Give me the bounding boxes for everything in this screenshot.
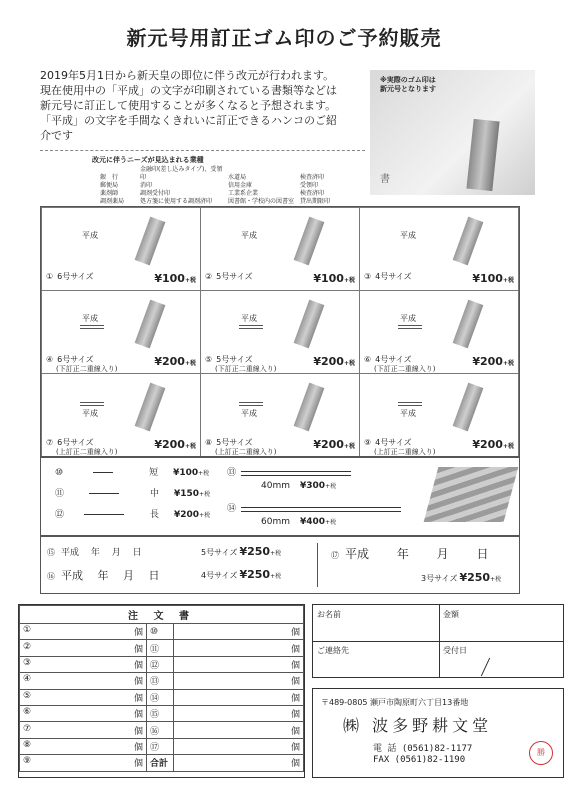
stamp-number: ② [205, 272, 213, 281]
stamp-price [472, 438, 514, 451]
line-stamp-row [55, 507, 210, 520]
shop-address: 〒489-0805 瀬戸市陶原町六丁目13番地 [321, 698, 469, 707]
line-stamps-image [424, 467, 519, 522]
stamp-cell [359, 207, 519, 291]
industries-heading: 改元に伴うニーズが見込まれる業種 [92, 156, 204, 164]
order-item-number: ② [23, 641, 32, 652]
order-item-right[interactable] [174, 738, 304, 754]
correction-line [398, 325, 422, 326]
stamp-sample-text: 平成 [400, 231, 416, 240]
stamp-cell [200, 373, 360, 457]
date-stamp-number: ⑮ [47, 548, 55, 557]
price-value: ¥100 [313, 272, 344, 285]
stamp-size: 3号サイズ [421, 574, 458, 583]
tax-label: +税 [343, 277, 355, 284]
correction-line [398, 328, 422, 329]
stamp-sample-text: 平成 [241, 314, 257, 323]
industry-cell: 信用金庫 [228, 182, 253, 189]
stamp-size: 6号サイズ [57, 438, 94, 447]
stamp-cell [200, 290, 360, 374]
unit-label: 個 [133, 710, 143, 721]
tax-label: +税 [184, 277, 196, 284]
tax-label: +税 [184, 443, 196, 450]
price-value: ¥100 [173, 468, 199, 478]
order-form [18, 604, 305, 778]
stamp-sample-text: 平成 [82, 409, 98, 418]
line-stamp-label [261, 517, 336, 527]
order-row [20, 755, 304, 771]
price-value: ¥300 [300, 481, 326, 491]
tax-label: +税 [343, 443, 355, 450]
stamp-image [294, 300, 325, 349]
price-value: ¥200 [154, 438, 185, 451]
stamp-number: ⑤ [205, 355, 213, 364]
date-stamps-panel [40, 536, 520, 594]
page-title: 新元号用訂正ゴム印のご予約販売 [126, 26, 442, 50]
stamp-size: 4号サイズ [375, 438, 412, 447]
handwritten-mark: 書 [380, 174, 390, 185]
industry-cell: 図書館・学校内の図書室 [228, 198, 295, 205]
stamp-label [205, 355, 253, 364]
correction-line [398, 405, 422, 406]
date-stamp-price [201, 568, 281, 581]
name-label: お名前 [317, 610, 341, 619]
order-item-left[interactable] [20, 705, 147, 721]
order-item-number: ① [23, 625, 32, 636]
industry-cell: 消印 [140, 182, 153, 189]
stamp-number: ⑦ [46, 438, 54, 447]
date-stamp-row [47, 567, 160, 583]
photo-note-line: ※実際のゴム印は [380, 76, 436, 84]
stamp-size: 4号サイズ [375, 355, 412, 364]
line-length-label: 40mm [261, 481, 290, 491]
tax-label: +税 [490, 576, 502, 583]
price-value: ¥200 [174, 510, 200, 520]
line-sample [241, 507, 401, 512]
order-item-right[interactable] [174, 640, 304, 656]
unit-label: 個 [133, 693, 143, 704]
line-stamp-number: ⑬ [227, 468, 237, 478]
tax-label: +税 [325, 519, 337, 526]
stamp-size: 5号サイズ [216, 438, 253, 447]
price-value: ¥100 [154, 272, 185, 285]
stamp-cell [41, 207, 201, 291]
stamp-price [313, 438, 355, 451]
industry-cell: 銀 行 [100, 174, 119, 181]
tax-label: +税 [184, 360, 196, 367]
order-item-left[interactable] [20, 673, 147, 689]
unit-label: 個 [290, 742, 300, 753]
order-item-right[interactable] [174, 755, 304, 771]
line-stamp-row [55, 486, 210, 499]
industry-cell: 調剤受付印 [140, 190, 171, 197]
stamp-price [313, 272, 355, 285]
line-sample [241, 471, 351, 476]
order-item-left[interactable] [20, 689, 147, 705]
stamp-label [364, 355, 412, 364]
price-value: ¥200 [154, 355, 185, 368]
stamp-grid [40, 206, 520, 458]
order-item-left[interactable] [20, 738, 147, 754]
unit-label: 個 [133, 660, 143, 671]
line-stamp-number: ⑫ [55, 510, 65, 520]
tax-label: +税 [343, 360, 355, 367]
stamp-price [472, 272, 514, 285]
order-item-right[interactable] [174, 673, 304, 689]
stamp-size: 4号サイズ [375, 272, 412, 281]
industry-row [100, 198, 370, 206]
line-stamp-number: ⑭ [227, 504, 237, 514]
order-item-number: ③ [23, 657, 32, 668]
order-item-right[interactable] [174, 656, 304, 672]
correction-line [80, 402, 104, 403]
stamp-size: 5号サイズ [216, 272, 253, 281]
line-length-label: 長 [150, 510, 160, 520]
order-item-right-number: ⑩ [147, 624, 174, 640]
industry-row [100, 190, 370, 198]
price-value: ¥250 [459, 571, 491, 584]
price-value: ¥200 [313, 355, 344, 368]
order-row [20, 656, 304, 672]
intro-line: 現在使用中の「平成」の文字が印刷されている書類等などは [40, 84, 337, 97]
price-value: ¥200 [472, 355, 503, 368]
correction-line [80, 405, 104, 406]
stamp-image [135, 217, 166, 266]
unit-label: 個 [290, 628, 300, 639]
tax-label: +税 [502, 277, 514, 284]
order-row [20, 673, 304, 689]
unit-label: 個 [290, 710, 300, 721]
amount-label: 金額 [443, 610, 459, 619]
stamp-subtitle: (下訂正二重線入り) [56, 365, 118, 373]
order-item-right-number: ⑬ [147, 673, 174, 689]
order-item-number: ⑦ [23, 723, 32, 734]
correction-line [80, 325, 104, 326]
stamp-label [46, 272, 94, 281]
stamp-image [135, 383, 166, 432]
shop-info [312, 688, 564, 778]
industry-cell: 受領印 [300, 182, 319, 189]
stamp-label [364, 438, 412, 447]
stamp-sample-text: 平成 [241, 231, 257, 240]
divider [313, 641, 563, 642]
intro-line: 新元号に訂正して使用することが多くなると予想されます。 [40, 99, 337, 112]
order-item-right-number: ⑰ [147, 738, 174, 754]
order-item-number: ⑨ [23, 756, 32, 767]
stamp-price [154, 438, 196, 451]
order-item-right[interactable] [174, 722, 304, 738]
tax-label: +税 [199, 512, 211, 519]
stamp-image [453, 300, 484, 349]
order-item-right[interactable] [174, 624, 304, 640]
stamp-subtitle: (下訂正二重線入り) [374, 365, 436, 373]
date-stamp-row [47, 545, 142, 558]
industry-row [100, 166, 370, 182]
price-value: ¥400 [300, 517, 326, 527]
order-item-right-number: 合計 [147, 755, 174, 771]
order-item-number: ⑧ [23, 739, 32, 750]
tax-label: +税 [270, 550, 282, 557]
date-stamp-row [331, 545, 488, 562]
stamp-subtitle: (下訂正二重線入り) [215, 365, 277, 373]
order-title: 注 文 書 [20, 606, 304, 624]
shop-name: ㈱ 波多野耕文堂 [343, 716, 493, 735]
unit-label: 個 [133, 644, 143, 655]
order-item-number: ⑤ [23, 690, 32, 701]
stamp-number: ④ [46, 355, 54, 364]
stamp-cell [200, 207, 360, 291]
shop-fax: FAX (0561)82-1190 [373, 755, 466, 765]
stamp-size: 4号サイズ [201, 571, 238, 580]
order-row [20, 624, 304, 640]
stamp-number: ⑧ [205, 438, 213, 447]
order-row [20, 738, 304, 754]
stamp-sample-text: 平成 [400, 409, 416, 418]
stamp-image [135, 300, 166, 349]
correction-line [239, 405, 263, 406]
intro-text [40, 68, 362, 143]
stamp-label [205, 438, 253, 447]
order-row [20, 640, 304, 656]
order-row [20, 722, 304, 738]
order-item-right-number: ⑯ [147, 722, 174, 738]
product-photo [370, 70, 535, 195]
industry-cell: 薬剤師 [100, 190, 119, 197]
stamp-price [313, 355, 355, 368]
stamp-label [46, 355, 94, 364]
industries-table [100, 166, 370, 206]
stamp-price [472, 355, 514, 368]
order-item-number: ⑥ [23, 707, 32, 718]
unit-label: 個 [290, 759, 300, 770]
unit-label: 個 [133, 677, 143, 688]
order-item-right-number: ⑭ [147, 689, 174, 705]
stamp-number: ⑨ [364, 438, 372, 447]
unit-label: 個 [133, 742, 143, 753]
order-item-right[interactable] [174, 705, 304, 721]
photo-note [380, 76, 436, 94]
stamp-number: ① [46, 272, 54, 281]
date-stamp-number: ⑯ [47, 572, 55, 581]
divider [317, 543, 318, 587]
unit-label: 個 [290, 726, 300, 737]
customer-box [312, 604, 564, 678]
tax-label: +税 [199, 491, 211, 498]
stamp-sample-text: 平成 [82, 314, 98, 323]
order-item-left[interactable] [20, 656, 147, 672]
industry-cell: 郵便局 [100, 182, 119, 189]
stamp-label [46, 438, 94, 447]
unit-label: 個 [290, 677, 300, 688]
tax-label: +税 [502, 360, 514, 367]
industry-cell: 金融印(差し込みタイプ)、受領印 [140, 166, 223, 181]
tax-label: +税 [270, 573, 282, 580]
stamp-subtitle: (上訂正二重線入り) [215, 448, 277, 456]
stamp-size: 5号サイズ [216, 355, 253, 364]
line-stamp-row [55, 465, 209, 478]
industry-cell: 貸出期限印 [300, 198, 331, 205]
stamp-cell [41, 373, 201, 457]
stamp-price [154, 355, 196, 368]
order-item-right-number: ⑮ [147, 705, 174, 721]
shop-tel: 電 話 (0561)82-1177 [373, 744, 473, 754]
stamp-image [453, 217, 484, 266]
stamp-sample-text: 平成 [241, 409, 257, 418]
stamp-image [294, 217, 325, 266]
stamp-label [205, 272, 253, 281]
industry-row [100, 182, 370, 190]
industry-cell: 処方箋に使用する調剤済印 [140, 198, 213, 205]
tax-label: +税 [198, 470, 210, 477]
date-stamp-number: ⑰ [331, 551, 339, 560]
order-item-left[interactable] [20, 624, 147, 640]
price-value: ¥150 [174, 489, 200, 499]
order-row [20, 705, 304, 721]
line-sample [84, 514, 124, 515]
line-length-label: 60mm [261, 517, 290, 527]
order-item-right[interactable] [174, 689, 304, 705]
date-stamp-sample: 平成 年 月 日 [61, 569, 160, 582]
correction-line [239, 325, 263, 326]
stamp-subtitle: (上訂正二重線入り) [374, 448, 436, 456]
stamp-number: ③ [364, 272, 372, 281]
line-sample [93, 472, 113, 473]
unit-label: 個 [133, 628, 143, 639]
stamp-size: 5号サイズ [201, 548, 238, 557]
intro-line: 「平成」の文字を手間なくきれいに訂正できるハンコのご紹 [40, 114, 337, 127]
photo-note-line: 新元号となります [380, 85, 436, 93]
stamp-cell [359, 373, 519, 457]
contact-label: ご連絡先 [317, 646, 349, 655]
unit-label: 個 [290, 660, 300, 671]
intro-line: 介です [40, 129, 73, 142]
intro-line: 2019年5月1日から新天皇の即位に伴う改元が行われます。 [40, 69, 335, 82]
order-row [20, 689, 304, 705]
order-item-left[interactable] [20, 640, 147, 656]
correction-line [398, 402, 422, 403]
stamp-sample-text: 平成 [400, 314, 416, 323]
stamp-image [453, 383, 484, 432]
stamp-number: ⑥ [364, 355, 372, 364]
order-item-right-number: ⑫ [147, 656, 174, 672]
unit-label: 個 [133, 726, 143, 737]
stamp-size: 6号サイズ [57, 355, 94, 364]
date-stamp-price [421, 571, 501, 584]
shop-seal: 勝 [529, 741, 553, 765]
industry-cell: 調剤薬局 [100, 198, 125, 205]
unit-label: 個 [133, 759, 143, 770]
line-stamp-label [261, 481, 336, 491]
tax-label: +税 [325, 483, 337, 490]
date-stamp-sample: 平成 年 月 日 [345, 547, 489, 561]
order-item-left[interactable] [20, 755, 147, 771]
stamp-price [154, 272, 196, 285]
unit-label: 個 [290, 693, 300, 704]
stamp-sample-text: 平成 [82, 231, 98, 240]
correction-line [239, 328, 263, 329]
slash-mark [481, 658, 490, 677]
order-item-left[interactable] [20, 722, 147, 738]
industry-cell: 工業系企業 [228, 190, 259, 197]
line-length-label: 中 [150, 489, 160, 499]
order-item-right-number: ⑪ [147, 640, 174, 656]
unit-label: 個 [290, 644, 300, 655]
stamp-subtitle: (上訂正二重線入り) [56, 448, 118, 456]
industry-cell: 検査済印 [300, 190, 325, 197]
stamp-size: 6号サイズ [57, 272, 94, 281]
price-value: ¥100 [472, 272, 503, 285]
industry-cell: 水道局 [228, 174, 247, 181]
tax-label: +税 [502, 443, 514, 450]
divider [40, 150, 365, 151]
price-value: ¥200 [313, 438, 344, 451]
stamp-cell [359, 290, 519, 374]
order-item-number: ④ [23, 674, 32, 685]
price-value: ¥250 [239, 568, 271, 581]
line-stamps-panel [40, 456, 520, 536]
price-value: ¥250 [239, 545, 271, 558]
stamp-image [294, 383, 325, 432]
line-sample [89, 493, 119, 494]
rubber-stamp-image [466, 119, 499, 191]
line-length-label: 短 [149, 468, 159, 478]
date-stamp-price [201, 545, 281, 558]
price-value: ¥200 [472, 438, 503, 451]
line-stamp-number: ⑪ [55, 489, 65, 499]
correction-line [239, 402, 263, 403]
industry-cell: 検査済印 [300, 174, 325, 181]
date-stamp-sample: 平成 年 月 日 [61, 548, 142, 558]
received-label: 受付日 [443, 646, 467, 655]
stamp-label [364, 272, 412, 281]
stamp-cell [41, 290, 201, 374]
correction-line [80, 328, 104, 329]
line-stamp-number: ⑩ [55, 468, 64, 478]
